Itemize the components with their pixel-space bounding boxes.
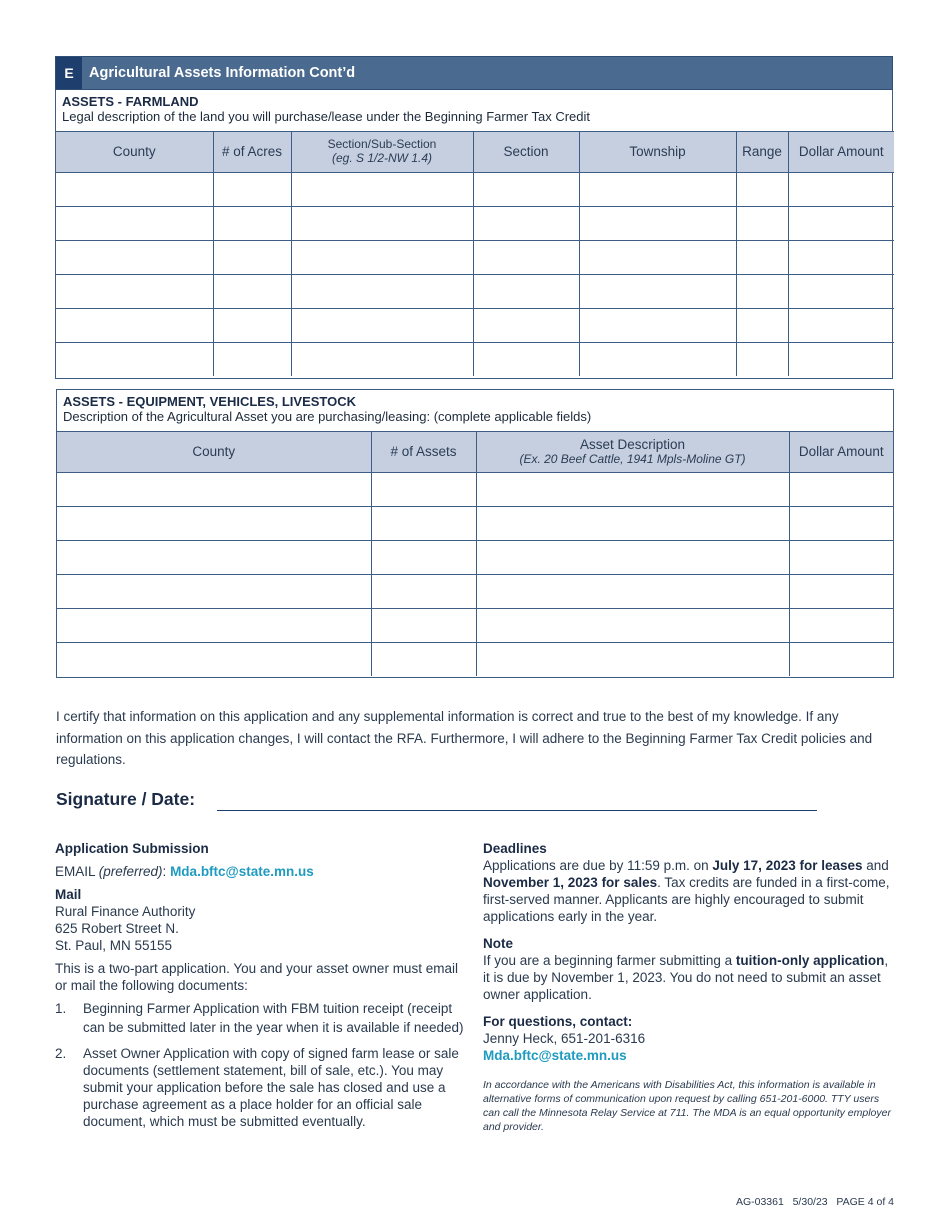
cell-county[interactable] xyxy=(56,309,213,343)
cell-dollar[interactable] xyxy=(789,575,893,609)
address-line-3: St. Paul, MN 55155 xyxy=(55,938,173,953)
cell-assets[interactable] xyxy=(371,473,476,507)
farmland-row xyxy=(56,173,894,207)
cell-acres[interactable] xyxy=(213,241,291,275)
farmland-row xyxy=(56,241,894,275)
equipment-row xyxy=(57,541,893,575)
equipment-title: ASSETS - EQUIPMENT, VEHICLES, LIVESTOCK xyxy=(63,394,357,409)
equipment-heading xyxy=(57,390,893,431)
cell-acres[interactable] xyxy=(213,343,291,377)
cell-county[interactable] xyxy=(57,643,371,677)
section-e-header xyxy=(55,56,893,90)
cell-township[interactable] xyxy=(579,309,736,343)
cell-asset-description[interactable] xyxy=(476,473,789,507)
cell-county[interactable] xyxy=(57,541,371,575)
cell-section[interactable] xyxy=(473,343,579,377)
ada-statement: In accordance with the Americans with Disabilities Act, this information is available in alternative forms of communication upon request by calling 651-201-6000. TTY users can call the Minnesota Relay Service at 711. The MDA is an equal opportunity employer and provider. xyxy=(483,1079,891,1133)
documents-list xyxy=(55,1000,465,1130)
leases-deadline: July 17, 2023 for leases xyxy=(712,858,863,873)
cell-subsection[interactable] xyxy=(291,173,473,207)
cell-asset-description[interactable] xyxy=(476,643,789,677)
document-number: 2. xyxy=(55,1046,67,1061)
cell-dollar[interactable] xyxy=(788,309,894,343)
cell-assets[interactable] xyxy=(371,507,476,541)
cell-subsection[interactable] xyxy=(291,207,473,241)
note-bold: tuition-only application xyxy=(735,953,885,968)
submission-column xyxy=(55,840,465,1138)
cell-section[interactable] xyxy=(473,275,579,309)
equipment-header-row xyxy=(57,432,893,473)
page-footer xyxy=(736,1196,894,1208)
farmland-row xyxy=(56,275,894,309)
cell-section[interactable] xyxy=(473,309,579,343)
contact-email-link[interactable]: Mda.bftc@state.mn.us xyxy=(483,1048,627,1063)
farmland-description: Legal description of the land you will purchase/lease under the Beginning Farmer Tax Credit xyxy=(62,109,591,124)
col-dollar: Dollar Amount xyxy=(788,132,894,173)
document-number: 1. xyxy=(55,1001,67,1016)
form-id: AG-03361 xyxy=(735,1196,784,1208)
document-text: Asset Owner Application with copy of signed farm lease or sale documents (settlement statement, bill of sale, etc.). You may submit your application before the sale has closed and use a purchase agreement as a place holder for an official sale document, which must be submitted eventually. xyxy=(83,1046,459,1129)
cell-subsection[interactable] xyxy=(291,275,473,309)
farmland-table-box xyxy=(55,90,893,379)
cell-range[interactable] xyxy=(736,309,788,343)
equipment-table xyxy=(57,431,893,676)
cell-subsection[interactable] xyxy=(291,241,473,275)
cell-range[interactable] xyxy=(736,343,788,377)
deadlines-column xyxy=(483,840,895,1134)
col-subsection-label: Section/Sub-Section xyxy=(327,137,437,152)
deadlines-text-1: Applications are due by 11:59 p.m. on xyxy=(483,858,713,873)
cell-county[interactable] xyxy=(56,343,213,377)
cell-township[interactable] xyxy=(579,207,736,241)
email-label: EMAIL xyxy=(55,864,99,879)
col-dollar: Dollar Amount xyxy=(789,432,893,473)
cell-acres[interactable] xyxy=(213,275,291,309)
cell-asset-description[interactable] xyxy=(476,609,789,643)
col-asset-description xyxy=(476,432,789,473)
col-assets: # of Assets xyxy=(371,432,476,473)
cell-section[interactable] xyxy=(473,241,579,275)
signature-line[interactable] xyxy=(217,810,817,811)
deadlines-text xyxy=(483,857,895,925)
cell-county[interactable] xyxy=(57,473,371,507)
cell-county[interactable] xyxy=(56,275,213,309)
cell-township[interactable] xyxy=(579,343,736,377)
cell-dollar[interactable] xyxy=(789,541,893,575)
col-county: County xyxy=(56,132,213,173)
note-text-2: , it is due by November 1, 2023. You do not need to submit an asset owner application. xyxy=(483,953,889,1002)
col-asset-example: (Ex. 20 Beef Cattle, 1941 Mpls-Moline GT) xyxy=(519,451,746,466)
cell-section[interactable] xyxy=(473,207,579,241)
cell-asset-description[interactable] xyxy=(476,575,789,609)
cell-county[interactable] xyxy=(57,609,371,643)
cell-county[interactable] xyxy=(57,507,371,541)
col-acres: # of Acres xyxy=(213,132,291,173)
page-number: PAGE 4 of 4 xyxy=(836,1196,894,1208)
equipment-description: Description of the Agricultural Asset you are purchasing/leasing: (complete applicable fields) xyxy=(63,409,592,424)
document-text: Beginning Farmer Application with FBM tuition receipt (receipt can be submitted later in the year when it is available if needed) xyxy=(83,1001,464,1035)
equipment-table-box xyxy=(56,389,894,678)
equipment-row xyxy=(57,575,893,609)
cell-subsection[interactable] xyxy=(291,309,473,343)
cell-asset-description[interactable] xyxy=(476,507,789,541)
col-subsection-example: (eg. S 1/2-NW 1.4) xyxy=(331,151,433,165)
col-asset-description-label: Asset Description xyxy=(579,437,686,453)
cell-acres[interactable] xyxy=(213,207,291,241)
submission-heading: Application Submission xyxy=(55,841,209,856)
cell-range[interactable] xyxy=(736,207,788,241)
section-title: Agricultural Assets Information Cont’d xyxy=(89,65,356,81)
cell-assets[interactable] xyxy=(371,643,476,677)
mail-heading: Mail xyxy=(55,887,82,902)
farmland-row xyxy=(56,343,894,377)
document-item xyxy=(55,1045,465,1130)
col-county: County xyxy=(57,432,371,473)
submission-intro: This is a two-part application. You and your asset owner must email or mail the following documents: xyxy=(55,961,458,993)
cell-dollar[interactable] xyxy=(788,343,894,377)
cell-county[interactable] xyxy=(56,241,213,275)
cell-section[interactable] xyxy=(473,173,579,207)
sales-deadline: November 1, 2023 for sales xyxy=(483,875,658,890)
cell-acres[interactable] xyxy=(213,173,291,207)
cell-assets[interactable] xyxy=(371,575,476,609)
email-preferred: (preferred) xyxy=(98,864,163,879)
col-township: Township xyxy=(579,132,736,173)
equipment-row xyxy=(57,473,893,507)
cell-acres[interactable] xyxy=(213,309,291,343)
cell-township[interactable] xyxy=(579,173,736,207)
farmland-heading xyxy=(56,90,892,131)
equipment-row xyxy=(57,643,893,677)
cell-dollar[interactable] xyxy=(789,643,893,677)
address-line-1: Rural Finance Authority xyxy=(55,904,196,919)
deadlines-text-2: and xyxy=(862,858,889,873)
cell-township[interactable] xyxy=(579,241,736,275)
signature-label: Signature / Date: xyxy=(56,789,196,809)
cell-dollar[interactable] xyxy=(788,241,894,275)
cell-township[interactable] xyxy=(579,275,736,309)
certification-text: I certify that information on this application and any supplemental information is correct and true to the best of my knowledge. If any information on this application changes, I will contact the RFA. Furthermore, I will adhere to the Beginning Farmer Tax Credit policies and regulations. xyxy=(56,709,873,767)
equipment-row xyxy=(57,507,893,541)
equipment-row xyxy=(57,609,893,643)
cell-asset-description[interactable] xyxy=(476,541,789,575)
cell-range[interactable] xyxy=(736,275,788,309)
farmland-title: ASSETS - FARMLAND xyxy=(62,94,199,109)
cell-dollar[interactable] xyxy=(789,473,893,507)
submission-email-link[interactable]: Mda.bftc@state.mn.us xyxy=(170,864,314,879)
note-text xyxy=(483,952,895,1003)
note-heading: Note xyxy=(483,936,513,951)
farmland-table xyxy=(56,131,894,376)
deadlines-text-3: . Tax credits are funded in a first-come, first-served manner. Applicants are highly encouraged to submit applications early in the year. xyxy=(483,875,890,924)
farmland-row xyxy=(56,309,894,343)
email-line xyxy=(55,863,465,880)
email-colon: : xyxy=(162,864,171,879)
cell-county[interactable] xyxy=(56,207,213,241)
cell-dollar[interactable] xyxy=(789,609,893,643)
section-letter: E xyxy=(56,57,82,89)
cell-dollar[interactable] xyxy=(789,507,893,541)
farmland-row xyxy=(56,207,894,241)
cell-subsection[interactable] xyxy=(291,343,473,377)
contact-person: Jenny Heck, 651-201-6316 xyxy=(483,1031,646,1046)
col-subsection xyxy=(291,132,473,173)
cell-dollar[interactable] xyxy=(788,207,894,241)
farmland-header-row xyxy=(56,132,894,173)
note-text-1: If you are a beginning farmer submitting a xyxy=(483,953,736,968)
contact-heading: For questions, contact: xyxy=(483,1014,633,1029)
cell-dollar[interactable] xyxy=(788,275,894,309)
cell-dollar[interactable] xyxy=(788,173,894,207)
form-date: 5/30/23 xyxy=(792,1196,828,1208)
cell-assets[interactable] xyxy=(371,541,476,575)
col-section: Section xyxy=(473,132,579,173)
cell-range[interactable] xyxy=(736,241,788,275)
document-item xyxy=(55,1000,465,1037)
deadlines-heading: Deadlines xyxy=(483,841,547,856)
cell-county[interactable] xyxy=(57,575,371,609)
cell-assets[interactable] xyxy=(371,609,476,643)
cell-county[interactable] xyxy=(56,173,213,207)
address-line-2: 625 Robert Street N. xyxy=(55,921,179,936)
cell-range[interactable] xyxy=(736,173,788,207)
col-range: Range xyxy=(736,132,788,173)
